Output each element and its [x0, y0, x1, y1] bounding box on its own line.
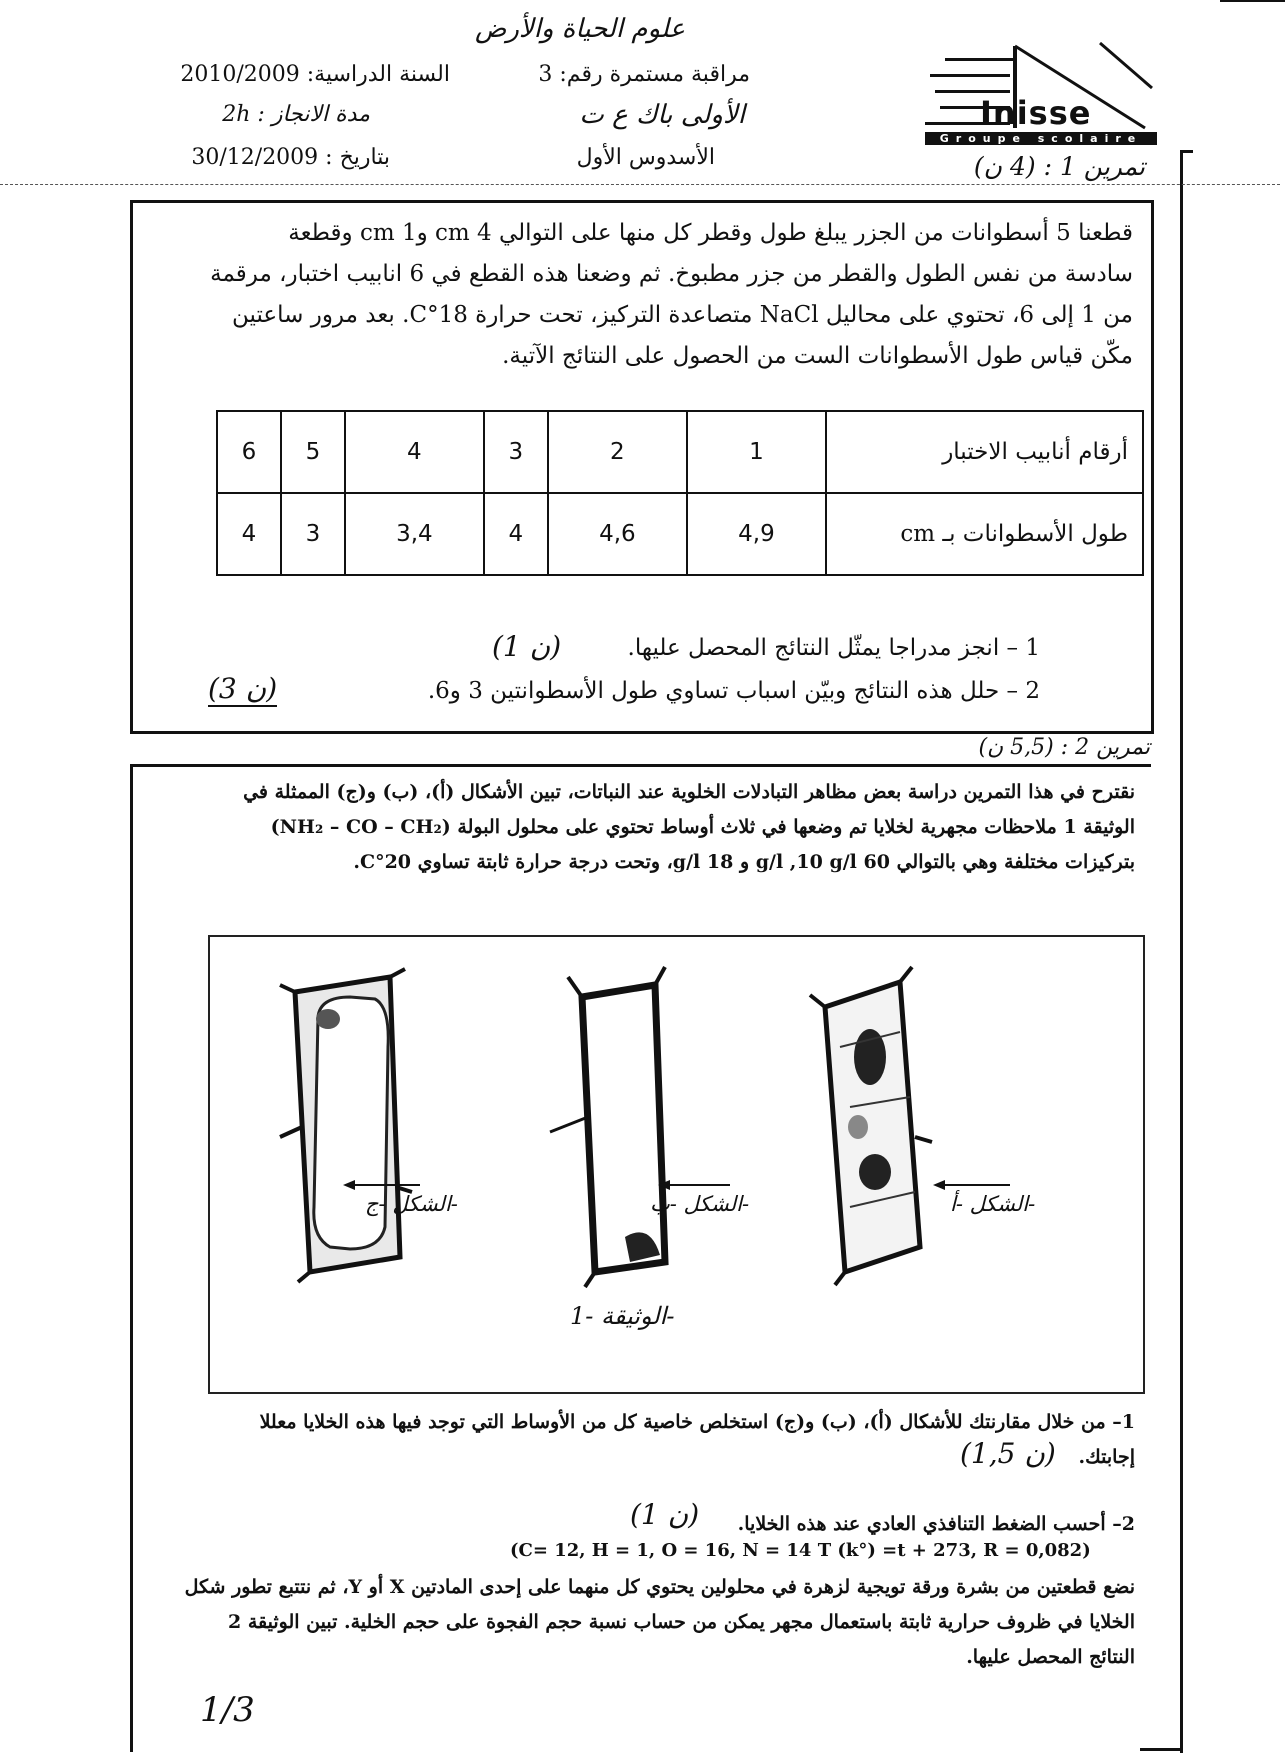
exercise1-mark-2: (3 ن): [208, 672, 278, 705]
subject-title: علوم الحياة والأرض: [474, 14, 686, 44]
tube-cell: 6: [217, 411, 281, 493]
results-table: [216, 410, 1144, 576]
tube-cell: 3: [484, 411, 548, 493]
exercise1-question-1: 1 – انجز مدراجا يمثّل النتائج المحصل عليها.: [627, 635, 1040, 661]
exercise2-title: تمرين 2 : (5,5 ن): [978, 735, 1150, 760]
class-level: الأولى باك ع ت: [579, 100, 745, 130]
exercise1-paragraph: [153, 213, 1133, 377]
exercise2-mark-2: (1 ن): [630, 1498, 700, 1531]
exercise1-line: مكّن قياس طول الأسطوانات الست من الحصول على النتائج الآتية.: [502, 343, 1133, 369]
figure-label-a: الشكل -أ-: [950, 1192, 1036, 1216]
exercise2-mark-1: (1,5 ن): [960, 1437, 1056, 1470]
cell-a-icon: [810, 967, 932, 1285]
exercise1-mark-1: (1 ن): [492, 630, 562, 663]
tube-cell: 4: [345, 411, 484, 493]
figure-caption: الوثيقة -1-: [570, 1302, 675, 1330]
right-bracket-top: [1180, 150, 1193, 1753]
table-row: [217, 493, 1143, 575]
figure-label-c: الشكل -ج-: [365, 1192, 458, 1216]
exercise2-paragraph: [150, 775, 1135, 880]
school-logo: [920, 28, 1160, 148]
semester: الأسدوس الأول: [576, 145, 715, 170]
tube-cell: 5: [281, 411, 345, 493]
exam-date: بتاريخ : 30/12/2009: [191, 145, 390, 170]
exercise2-line: نقترح في هذا التمرين دراسة بعض مظاهر التبادلات الخلوية عند النباتات، تبين الأشكال (أ)، (ب) و(ج) الممثلة في: [243, 781, 1135, 803]
exercise1-line: من 1 إلى 6، تحتوي على محاليل NaCl متصاعدة التركيز، تحت حرارة 18°C. بعد مرور ساعتين: [232, 302, 1133, 328]
exercise2-p2-line: النتائج المحصل عليها.: [966, 1646, 1135, 1668]
cell-c-icon: [280, 969, 412, 1282]
table-row: [217, 411, 1143, 493]
exercise1-line: سادسة من نفس الطول والقطر من جزر مطبوخ. ثم وضعنا هذه القطع في 6 انابيب اختبار، مرقمة: [210, 261, 1133, 287]
atomic-constants: (C= 12, H = 1, O = 16, N = 14 T (k°) =t + 273, R = 0,082): [510, 1540, 1091, 1561]
figure-label-b: الشكل -ب-: [650, 1192, 750, 1216]
exercise2-line: الوثيقة 1 ملاحظات مجهرية لخلايا تم وضعها في ثلاث أوساط تحتوي على محلول البولة (NH₂ – CO – CH₂): [270, 816, 1135, 838]
header-rule: [0, 184, 1280, 185]
exercise2-question-2: 2– أحسب الضغط التنافذي العادي عند هذه الخلايا.: [737, 1513, 1135, 1535]
length-cell: 4: [217, 493, 281, 575]
tube-cell: 2: [548, 411, 687, 493]
exercise1-line: قطعنا 5 أسطوانات من الجزر يبلغ طول وقطر كل منها على التوالي 4 cm و1 cm وقطعة: [288, 220, 1133, 246]
exercise2-p2-line: الخلايا في ظروف حرارية ثابتة باستعمال مجهر يمكن من حساب نسبة حجم الفجوة على حجم الخلية. تبين الوثيقة 2: [227, 1611, 1135, 1633]
tube-cell: 1: [687, 411, 826, 493]
length-cell: 4,6: [548, 493, 687, 575]
exercise2-paragraph-2: [150, 1570, 1135, 1675]
row-label-lengths: طول الأسطوانات بـ cm: [826, 493, 1143, 575]
exercise1-question-2: 2 – حلل هذه النتائج وبيّن اسباب تساوي طول الأسطوانتين 3 و6.: [427, 678, 1040, 704]
exercise2-line: بتركيزات مختلفة وهي بالتوالي 60 g/l ,10 g/l و 18 g/l، وتحت درجة حرارة ثابتة تساوي 20°C.: [353, 851, 1135, 873]
length-cell: 3: [281, 493, 345, 575]
exercise2-p2-line: نضع قطعتين من بشرة ورقة تويجية لزهرة في محلولين يحتوي كل منهما على إحدى المادتين X أو Y، ثم نتتبع تطور شكل: [184, 1576, 1135, 1598]
top-right-rule: [1220, 0, 1285, 2]
cell-b-icon: [550, 967, 665, 1287]
duration: مدة الانجاز : 2h: [222, 102, 370, 127]
page-number: 1/3: [200, 1690, 255, 1730]
school-name: Inisse: [980, 94, 1092, 132]
school-year: السنة الدراسية: 2010/2009: [180, 62, 450, 87]
length-cell: 4: [484, 493, 548, 575]
length-cell: 4,9: [687, 493, 826, 575]
school-subtitle: Groupe scolaire: [925, 132, 1157, 145]
exercise2-q1-line: 1– من خلال مقارنتك للأشكال (أ)، (ب) و(ج) استخلص خاصية كل من الأوساط التي توجد فيها هذه الخلايا معللا: [259, 1411, 1135, 1433]
plant-cells-illustration: [210, 937, 1139, 1388]
exercise1-title: تمرين 1 : (4 ن): [973, 152, 1145, 181]
arrow-a-icon: [933, 1180, 1010, 1190]
row-label-tubes: أرقام أنابيب الاختبار: [826, 411, 1143, 493]
test-number: مراقبة مستمرة رقم: 3: [538, 62, 750, 87]
length-cell: 3,4: [345, 493, 484, 575]
exercise2-q1-line: إجابتك.: [1078, 1446, 1135, 1468]
document1-figure: [208, 935, 1145, 1394]
arrow-b-icon: [658, 1180, 730, 1190]
